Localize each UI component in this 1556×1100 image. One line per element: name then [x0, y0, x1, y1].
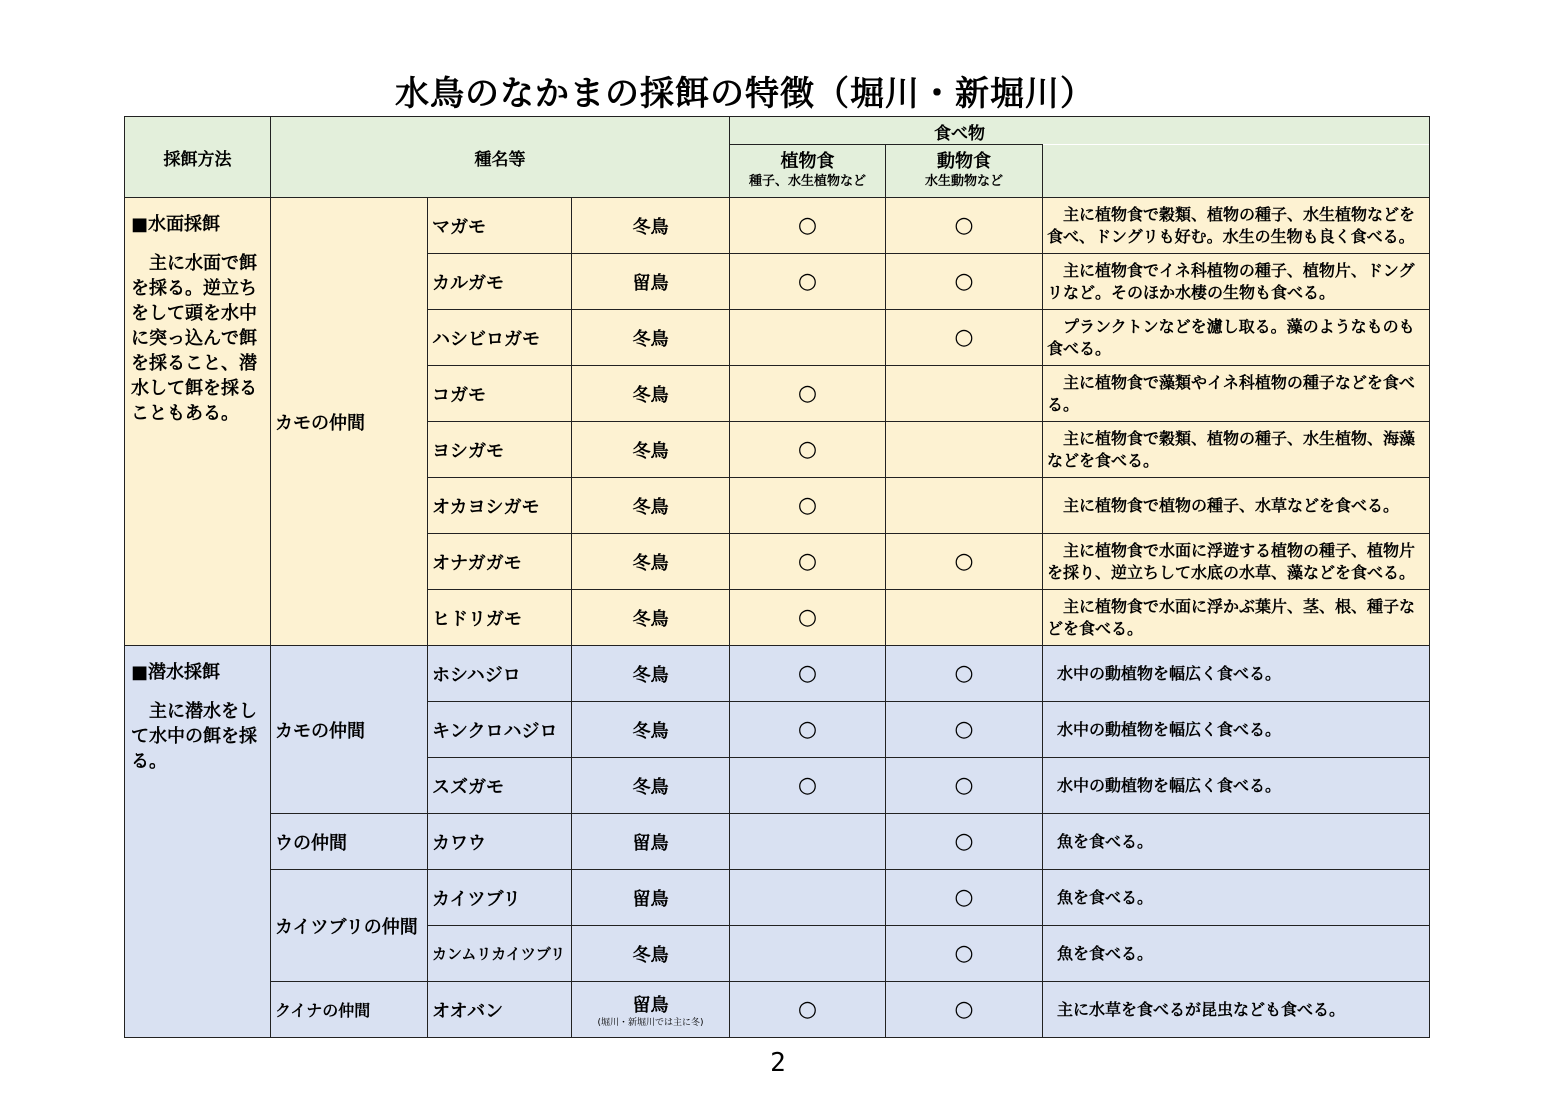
plant-mark: [730, 926, 886, 982]
status: 冬鳥: [572, 590, 730, 646]
status: 冬鳥: [572, 422, 730, 478]
status: 留鳥: [572, 870, 730, 926]
food-description: 主に植物食で藻類やイネ科植物の種子などを食べる。: [1043, 366, 1430, 422]
header-food: 食べ物: [730, 117, 1430, 145]
plant-mark: ○: [730, 590, 886, 646]
animal-mark: ○: [886, 926, 1043, 982]
animal-mark: ○: [886, 646, 1043, 702]
plant-mark: ○: [730, 646, 886, 702]
food-description: 水中の動植物を幅広く食べる。: [1043, 702, 1430, 758]
plant-mark: [730, 814, 886, 870]
animal-mark: ○: [886, 534, 1043, 590]
page-number: 2: [770, 1048, 786, 1078]
status: 冬鳥: [572, 702, 730, 758]
animal-mark: ○: [886, 310, 1043, 366]
species-name: スズガモ: [428, 758, 572, 814]
species-name: ホシハジロ: [428, 646, 572, 702]
status: 冬鳥: [572, 310, 730, 366]
food-description: 魚を食べる。: [1043, 814, 1430, 870]
animal-mark: [886, 422, 1043, 478]
header-animal: 動物食 水生動物など: [886, 145, 1043, 198]
header-method: 採餌方法: [125, 117, 271, 198]
status: 留鳥: [572, 254, 730, 310]
food-description: 主に水草を食べるが昆虫なども食べる。: [1043, 982, 1430, 1038]
animal-mark: ○: [886, 198, 1043, 254]
header-species: 種名等: [271, 117, 730, 198]
table-row: [125, 982, 1430, 1038]
species-name: ハシビロガモ: [428, 310, 572, 366]
group-label: カイツブリの仲間: [271, 870, 428, 982]
header-row: [125, 117, 1430, 145]
table-row: [125, 646, 1430, 702]
animal-mark: ○: [886, 254, 1043, 310]
food-description: 主に植物食で穀類、植物の種子、水生植物などを食べ、ドングリも好む。水生の生物も良く食べる。: [1043, 198, 1430, 254]
species-name: マガモ: [428, 198, 572, 254]
method-surface: ■水面採餌 主に水面で餌を採る。逆立ちをして頭を水中に突っ込んで餌を採ること、潜水して餌を採ることもある。: [125, 198, 271, 646]
species-name: キンクロハジロ: [428, 702, 572, 758]
group-label: カモの仲間: [271, 646, 428, 814]
food-description: 主に植物食で水面に浮かぶ葉片、茎、根、種子などを食べる。: [1043, 590, 1430, 646]
food-description: 水中の動植物を幅広く食べる。: [1043, 646, 1430, 702]
species-name: カンムリカイツブリ: [428, 926, 572, 982]
species-name: オカヨシガモ: [428, 478, 572, 534]
plant-mark: ○: [730, 366, 886, 422]
food-description: プランクトンなどを濾し取る。藻のようなものも食べる。: [1043, 310, 1430, 366]
species-name: オオバン: [428, 982, 572, 1038]
plant-mark: ○: [730, 198, 886, 254]
status: 冬鳥: [572, 534, 730, 590]
status: 冬鳥: [572, 646, 730, 702]
page-title: 水鳥のなかまの採餌の特徴（堀川・新堀川）: [395, 74, 1095, 114]
status: 冬鳥: [572, 366, 730, 422]
plant-mark: ○: [730, 534, 886, 590]
method-diving: ■潜水採餌 主に潜水をして水中の餌を採る。: [125, 646, 271, 1038]
status-note: (堀川・新堀川では主に冬): [597, 1017, 704, 1028]
table-row: [125, 870, 1430, 926]
animal-mark: ○: [886, 702, 1043, 758]
animal-mark: [886, 366, 1043, 422]
header-desc-blank: [1043, 145, 1430, 198]
group-label: クイナの仲間: [271, 982, 428, 1038]
status: 冬鳥: [572, 926, 730, 982]
plant-mark: ○: [730, 702, 886, 758]
animal-mark: [886, 478, 1043, 534]
status: 冬鳥: [572, 478, 730, 534]
food-description: 主に植物食で水面に浮遊する植物の種子、植物片を採り、逆立ちして水底の水草、藻などを食べる。: [1043, 534, 1430, 590]
food-description: 魚を食べる。: [1043, 926, 1430, 982]
species-name: カワウ: [428, 814, 572, 870]
group-label: カモの仲間: [271, 198, 428, 646]
animal-mark: ○: [886, 870, 1043, 926]
plant-mark: ○: [730, 254, 886, 310]
species-name: コガモ: [428, 366, 572, 422]
plant-mark: ○: [730, 982, 886, 1038]
status: 冬鳥: [572, 758, 730, 814]
animal-mark: ○: [886, 814, 1043, 870]
food-description: 魚を食べる。: [1043, 870, 1430, 926]
plant-mark: ○: [730, 758, 886, 814]
species-name: オナガガモ: [428, 534, 572, 590]
header-plant: 植物食 種子、水生植物など: [730, 145, 886, 198]
food-description: 主に植物食で穀類、植物の種子、水生植物、海藻などを食べる。: [1043, 422, 1430, 478]
status: 冬鳥: [572, 198, 730, 254]
animal-mark: ○: [886, 982, 1043, 1038]
animal-mark: [886, 590, 1043, 646]
species-name: カルガモ: [428, 254, 572, 310]
plant-mark: ○: [730, 478, 886, 534]
animal-mark: ○: [886, 758, 1043, 814]
species-name: ヒドリガモ: [428, 590, 572, 646]
status: 留鳥 (堀川・新堀川では主に冬): [572, 982, 730, 1038]
plant-mark: ○: [730, 422, 886, 478]
plant-mark: [730, 870, 886, 926]
food-description: 水中の動植物を幅広く食べる。: [1043, 758, 1430, 814]
food-description: 主に植物食で植物の種子、水草などを食べる。: [1043, 478, 1430, 534]
status: 留鳥: [572, 814, 730, 870]
table-row: [125, 198, 1430, 254]
group-label: ウの仲間: [271, 814, 428, 870]
food-description: 主に植物食でイネ科植物の種子、植物片、ドングリなど。そのほか水棲の生物も食べる。: [1043, 254, 1430, 310]
species-name: カイツブリ: [428, 870, 572, 926]
feeding-table: [124, 116, 1430, 1038]
table-row: [125, 814, 1430, 870]
plant-mark: [730, 310, 886, 366]
species-name: ヨシガモ: [428, 422, 572, 478]
